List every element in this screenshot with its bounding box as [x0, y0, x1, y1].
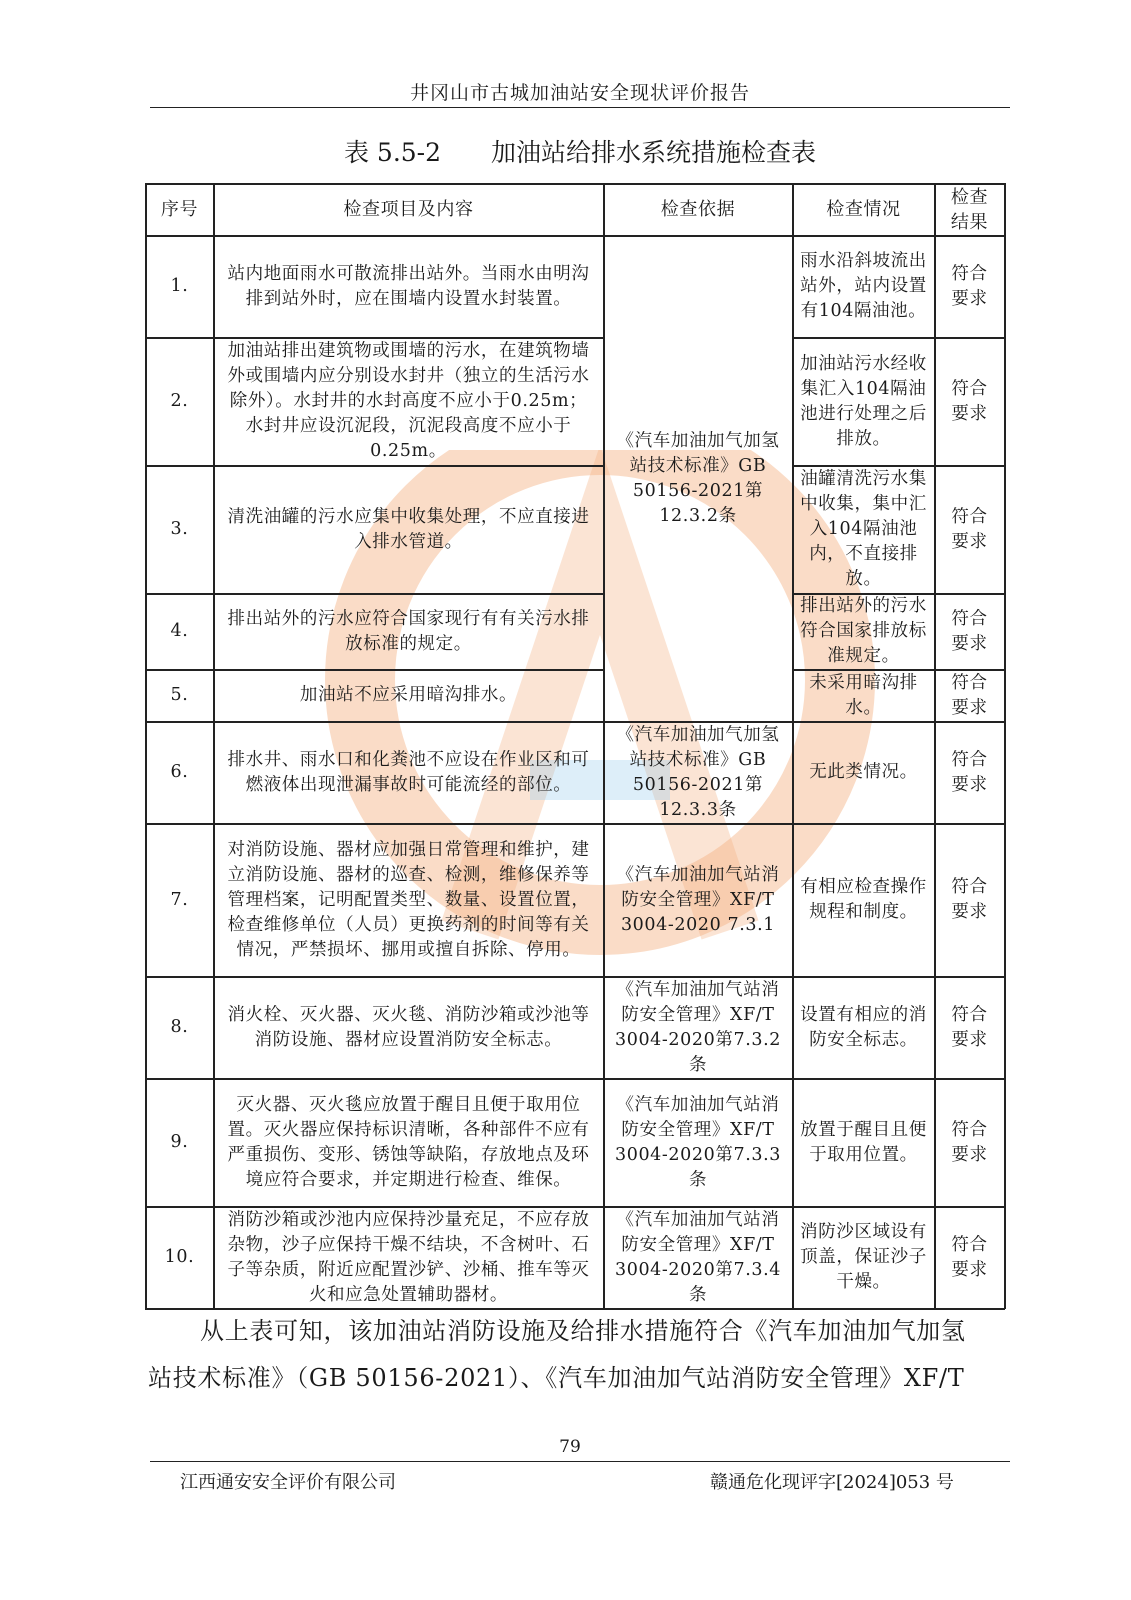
- table-row-3-result: 符合要求: [951, 506, 988, 552]
- table-row-2-item: 加油站排出建筑物或围墙的污水，在建筑物墙外或围墙内应分别设水封井（独立的生活污水除外）。水封井的水封高度不应小于0.25m；水封井应设沉泥段，沉泥段高度不应小于0.25m。: [227, 341, 590, 461]
- table-row-3-status: 油罐清洗污水集中收集，集中汇入104隔油池内，不直接排放。: [800, 469, 927, 589]
- table-row-9-item: 灭火器、灭火毯应放置于醒目且便于取用位置。灭火器应保持标识清晰，各种部件不应有严重损伤、变形、锈蚀等缺陷，存放地点及环境应符合要求，并定期进行检查、维保。: [227, 1094, 590, 1190]
- table-row-10-status: 消防沙区域设有顶盖，保证沙子干燥。: [800, 1222, 927, 1292]
- table-row-6-no: 6.: [170, 762, 189, 782]
- table-row-8-item: 消火栓、灭火器、灭火毯、消防沙箱或沙池等消防设施、器材应设置消防安全标志。: [227, 1004, 590, 1050]
- table-row-10-basis: 《汽车加油加气站消防安全管理》XF/T 3004-2020第7.3.4条: [614, 1209, 781, 1305]
- column-header-no: 序号: [160, 199, 199, 220]
- table-row-4-no: 4.: [170, 621, 189, 641]
- table-row-8-no: 8.: [170, 1017, 189, 1037]
- table-row-6-result: 符合要求: [951, 749, 988, 795]
- table-row-5-status: 未采用暗沟排水。: [809, 672, 918, 718]
- table-row-7-item: 对消防设施、器材应加强日常管理和维护，建立消防设施、器材的巡查、检测，维修保养等管理档案，记明配置类型、数量、设置位置，检查维修单位（人员）更换药剂的时间等有关情况，严禁损坏、挪用或擅自拆除、停用。: [227, 839, 590, 960]
- table-row-8-basis: 《汽车加油加气站消防安全管理》XF/T 3004-2020第7.3.2条: [614, 979, 781, 1075]
- footer-company: 江西通安安全评价有限公司: [180, 1472, 396, 1493]
- header-rule: [150, 107, 1010, 108]
- table-row-2-no: 2.: [170, 391, 189, 411]
- page-number: 79: [559, 1437, 581, 1457]
- table-row-10-result: 符合要求: [951, 1234, 988, 1280]
- footer-doc-number: 赣通危化现评字[2024]053 号: [710, 1472, 954, 1493]
- table-row-4-result: 符合要求: [951, 608, 988, 654]
- table-row-1-item: 站内地面雨水可散流排出站外。当雨水由明沟排到站外时，应在围墙内设置水封装置。: [227, 263, 590, 309]
- table-row-6-basis: 《汽车加油加气加氢站技术标准》GB 50156-2021第12.3.3条: [616, 724, 780, 820]
- footer-rule: [150, 1461, 1010, 1462]
- table-row-10-no: 10.: [164, 1247, 195, 1267]
- table-row-8-result: 符合要求: [951, 1004, 988, 1050]
- table-row-2-status: 加油站污水经收集汇入104隔油池进行处理之后排放。: [800, 353, 927, 449]
- table-row-6-item: 排水井、雨水口和化粪池不应设在作业区和可燃液体出现泄漏事故时可能流经的部位。: [227, 749, 590, 795]
- table-row-5-result: 符合要求: [951, 672, 988, 718]
- conclusion-paragraph-line-1: 从上表可知，该加油站消防设施及给排水措施符合《汽车加油加气加氢: [200, 1317, 966, 1345]
- conclusion-paragraph-line-2: 站技术标准》（GB 50156-2021）、《汽车加油加气站消防安全管理》XF/T: [148, 1364, 965, 1392]
- table-row-9-no: 9.: [170, 1132, 189, 1152]
- table-row-7-status: 有相应检查操作规程和制度。: [800, 877, 927, 922]
- table-row-9-basis: 《汽车加油加气站消防安全管理》XF/T 3004-2020第7.3.3条: [614, 1094, 781, 1190]
- table-row-4-status: 排出站外的污水符合国家排放标准规定。: [800, 596, 927, 666]
- table-basis-merged-rows-1-5: 《汽车加油加气加氢站技术标准》GB 50156-2021第12.3.2条: [616, 430, 780, 526]
- table-row-6-status: 无此类情况。: [809, 762, 918, 782]
- table-row-3-item: 清洗油罐的污水应集中收集处理，不应直接进入排水管道。: [227, 506, 590, 552]
- table-row-10-item: 消防沙箱或沙池内应保持沙量充足，不应存放杂物，沙子应保持干燥不结块，不含树叶、石子等杂质，附近应配置沙铲、沙桶、推车等灭火和应急处置辅助器材。: [227, 1209, 590, 1305]
- table-row-9-result: 符合要求: [951, 1119, 988, 1165]
- table-row-2-result: 符合要求: [951, 378, 988, 424]
- column-header-item: 检查项目及内容: [343, 199, 474, 220]
- table-row-7-result: 符合要求: [951, 877, 988, 922]
- table-row-1-result: 符合要求: [951, 263, 988, 309]
- table-row-3-no: 3.: [170, 519, 189, 539]
- table-row-7-no: 7.: [170, 889, 189, 910]
- table-title: 表 5.5-2 加油站给排水系统措施检查表: [343, 138, 817, 167]
- table-row-1-status: 雨水沿斜坡流出站外，站内设置有104隔油池。: [800, 251, 927, 321]
- table-row-8-status: 设置有相应的消防安全标志。: [800, 1004, 927, 1050]
- table-row-4-item: 排出站外的污水应符合国家现行有有关污水排放标准的规定。: [227, 608, 590, 654]
- column-header-basis: 检查依据: [660, 199, 736, 220]
- running-header: 井冈山市古城加油站安全现状评价报告: [409, 82, 750, 104]
- table-row-5-item: 加油站不应采用暗沟排水。: [299, 685, 518, 705]
- column-header-result: 检查结果: [950, 186, 989, 233]
- column-header-status: 检查情况: [826, 199, 901, 220]
- table-row-5-no: 5.: [170, 685, 189, 705]
- table-row-7-basis: 《汽车加油加气站消防安全管理》XF/T 3004-2020 7.3.1: [616, 864, 780, 935]
- table-row-1-no: 1.: [170, 276, 189, 296]
- table-row-9-status: 放置于醒目且便于取用位置。: [800, 1119, 927, 1165]
